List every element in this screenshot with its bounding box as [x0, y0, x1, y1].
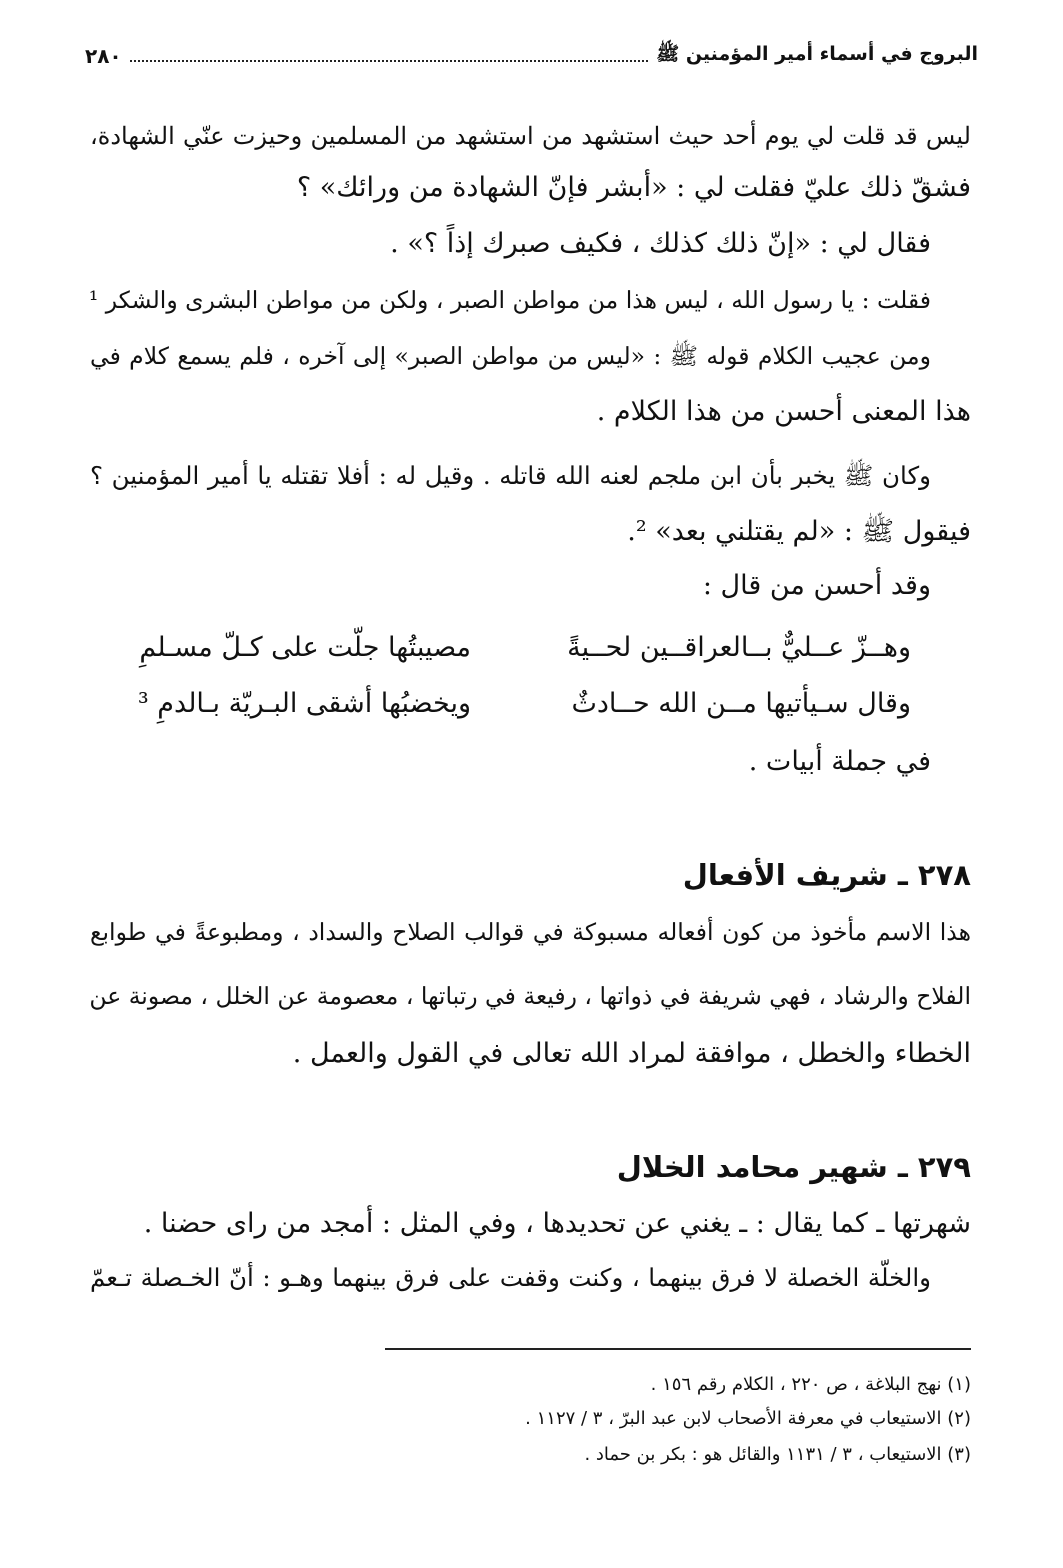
body-line-6: هذا المعنى أحسن من هذا الكلام . [596, 396, 971, 427]
dotted-leader [130, 59, 649, 62]
body-line-5: ومن عجيب الكلام قوله ﷺ : «ليس من مواطن الصبر» إلى آخره ، فلم يسمع كلام في [90, 342, 931, 370]
footnote-1: (١) نهج البلاغة ، ص ٢٢٠ ، الكلام رقم ١٥٦ . [650, 1374, 971, 1395]
section-279-line-2: والخلّة الخصلة لا فرق بينهما ، وكنت وقفت على فرق بينهما وهـو : أنّ الخـصلة تـعمّ [90, 1263, 931, 1292]
page-number: ٢٨٠ [85, 44, 122, 68]
footnote-3: (٣) الاستيعاب ، ٣ / ١١٣١ والقائل هو : بكر بن حماد . [584, 1444, 971, 1465]
verse-2-first-hemistich: وقال سـيأتيها مــن الله حــادثٌ [571, 688, 911, 719]
body-line-7: وكان ﷺ يخبر بأن ابن ملجم لعنه الله قاتله . وقيل له : أفلا تقتله يا أمير المؤمنين ؟ [90, 461, 931, 490]
footnote-separator [385, 1348, 971, 1350]
footnote-2: (٢) الاستيعاب في معرفة الأصحاب لابن عبد البرّ ، ٣ / ١١٢٧ . [525, 1408, 971, 1429]
body-line-8: فيقول ﷺ : «لم يقتلني بعد» ². [627, 516, 971, 547]
section-278-line-3: الخطاء والخطل ، موافقة لمراد الله تعالى في القول والعمل . [292, 1038, 971, 1069]
verse-1-second-hemistich: مصيبتُها جلّت على كـلّ مسـلمِ [139, 632, 471, 663]
section-278-line-1: هذا الاسم مأخوذ من كون أفعاله مسبوكة في قوالب الصلاح والسداد ، ومطبوعةً في طوابع [90, 918, 971, 946]
body-line-9: وقد أحسن من قال : [702, 570, 931, 601]
body-line-3: فقال لي : «إنّ ذلك كذلك ، فكيف صبرك إذاً ؟» . [390, 228, 931, 259]
verse-1-first-hemistich: وهــزّ عــليٌّ بــالعراقــين لحــيةً [567, 632, 911, 663]
section-279-line-1: شهرتها ـ كما يقال : ـ يغني عن تحديدها ، وفي المثل : أمجد من راى حضنا . [143, 1208, 971, 1239]
section-heading-279: ٢٧٩ ـ شهير محامد الخلال [616, 1150, 971, 1184]
body-line-4: فقلت : يا رسول الله ، ليس هذا من مواطن الصبر ، ولكن من مواطن البشرى والشكر ¹ [88, 286, 931, 314]
after-verses-line: في جملة أبيات . [748, 746, 931, 777]
section-278-line-2: الفلاح والرشاد ، فهي شريفة في ذواتها ، رفيعة في رتباتها ، معصومة عن الخلل ، مصونة عن [89, 982, 971, 1010]
page-header [85, 36, 978, 76]
body-line-1: ليس قد قلت لي يوم أحد حيث استشهد من استشهد من المسلمين وحيزت عنّي الشهادة، [90, 122, 971, 150]
body-line-2: فشقّ ذلك عليّ فقلت لي : «أبشر فإنّ الشهادة من ورائك» ؟ [296, 172, 971, 203]
verse-2-second-hemistich: ويخضبُها أشقى البـريّة بـالدمِ ³ [137, 688, 471, 719]
section-heading-278: ٢٧٨ ـ شريف الأفعال [682, 858, 971, 892]
running-title: البروج في أسماء أمير المؤمنين ﷺ [656, 43, 978, 65]
